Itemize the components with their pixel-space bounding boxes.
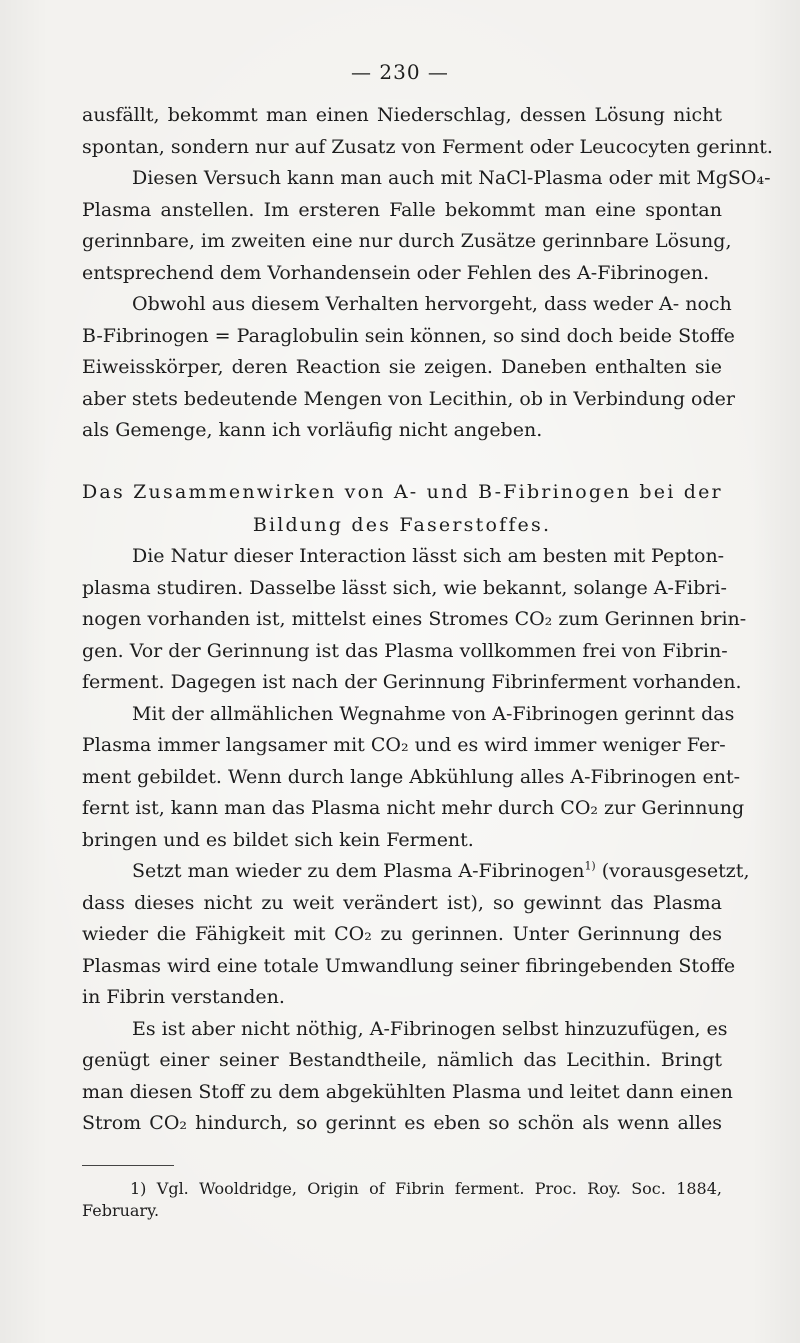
text-line: ausfällt, bekommt man einen Niederschlag, dessen Lösung nicht (82, 104, 722, 126)
footnote-reference: 1) (584, 859, 596, 873)
text-line: Mit der allmählichen Wegnahme von A-Fibrinogen gerinnt das (132, 702, 735, 725)
text-line: Es ist aber nicht nöthig, A-Fibrinogen selbst hinzuzufügen, es (132, 1017, 728, 1040)
paragraph-block-bottom (82, 541, 750, 1140)
paragraph-block-top (82, 100, 773, 447)
heading-line: Bildung des Faserstoffes. (252, 514, 552, 536)
footnote-line: 1) Vgl. Wooldridge, Origin of Fibrin ferment. Proc. Roy. Soc. 1884, (130, 1179, 722, 1198)
text-line: Eiweisskörper, deren Reaction sie zeigen. Daneben enthalten sie (82, 356, 722, 378)
text-line: Plasma anstellen. Im ersteren Falle bekommt man eine spontan (82, 198, 722, 221)
text-line: bringen und es bildet sich kein Ferment. (82, 828, 474, 851)
text-line: in Fibrin verstanden. (82, 986, 285, 1008)
text-line: gerinnbare, im zweiten eine nur durch Zusätze gerinnbare Lösung, (82, 230, 732, 252)
text-line: Obwohl aus diesem Verhalten hervorgeht, dass weder A- noch (132, 293, 732, 315)
text-line: gen. Vor der Gerinnung ist das Plasma vollkommen frei von Fibrin- (82, 639, 728, 662)
section-heading (82, 476, 722, 542)
text-line: Plasma immer langsamer mit CO₂ und es wird immer weniger Fer- (82, 734, 726, 756)
footnote-divider (82, 1165, 174, 1166)
text-run: Setzt man wieder zu dem Plasma A-Fibrinogen (132, 860, 585, 882)
text-line: ment gebildet. Wenn durch lange Abkühlung alles A-Fibrinogen ent- (82, 765, 740, 788)
text-line-with-footnote-ref (82, 856, 750, 888)
text-line: Strom CO₂ hindurch, so gerinnt es eben so schön als wenn alles (82, 1112, 722, 1134)
text-line: Die Natur dieser Interaction lässt sich am besten mit Pepton- (132, 545, 725, 567)
text-line: dass dieses nicht zu weit verändert ist), so gewinnt das Plasma (82, 891, 722, 914)
text-line: B-Fibrinogen = Paraglobulin sein können, so sind doch beide Stoffe (82, 324, 735, 347)
text-line: wieder die Fähigkeit mit CO₂ zu gerinnen. Unter Gerinnung des (82, 923, 722, 945)
text-line: genügt einer seiner Bestandtheile, nämlich das Lecithin. Bringt (82, 1049, 722, 1071)
text-line: fernt ist, kann man das Plasma nicht mehr durch CO₂ zur Gerinnung (82, 797, 745, 819)
footnote-line: February. (82, 1201, 160, 1220)
text-line: ferment. Dagegen ist nach der Gerinnung Fibrinferment vorhanden. (82, 671, 742, 693)
text-line: man diesen Stoff zu dem abgekühlten Plasma und leitet dann einen (82, 1080, 733, 1103)
text-line: entsprechend dem Vorhandensein oder Fehlen des A-Fibrinogen. (82, 261, 710, 284)
text-line: spontan, sondern nur auf Zusatz von Ferment oder Leucocyten gerinnt. (82, 135, 773, 158)
text-line: plasma studiren. Dasselbe lässt sich, wie bekannt, solange A-Fibri- (82, 576, 727, 599)
text-run: (vorausgesetzt, (595, 860, 750, 882)
text-line: nogen vorhanden ist, mittelst eines Stromes CO₂ zum Gerinnen brin- (82, 608, 747, 630)
footnote (82, 1178, 722, 1222)
text-line: als Gemenge, kann ich vorläufig nicht angeben. (82, 419, 543, 441)
heading-line: Das Zusammenwirken von A- und B-Fibrinogen bei der (82, 481, 723, 503)
text-line: Plasmas wird eine totale Umwandlung seiner fibringebenden Stoffe (82, 954, 736, 977)
page-number: — 230 — (351, 60, 449, 84)
text-line: aber stets bedeutende Mengen von Lecithin, ob in Verbindung oder (82, 387, 735, 410)
text-line: Diesen Versuch kann man auch mit NaCl-Plasma oder mit MgSO₄- (132, 167, 771, 189)
